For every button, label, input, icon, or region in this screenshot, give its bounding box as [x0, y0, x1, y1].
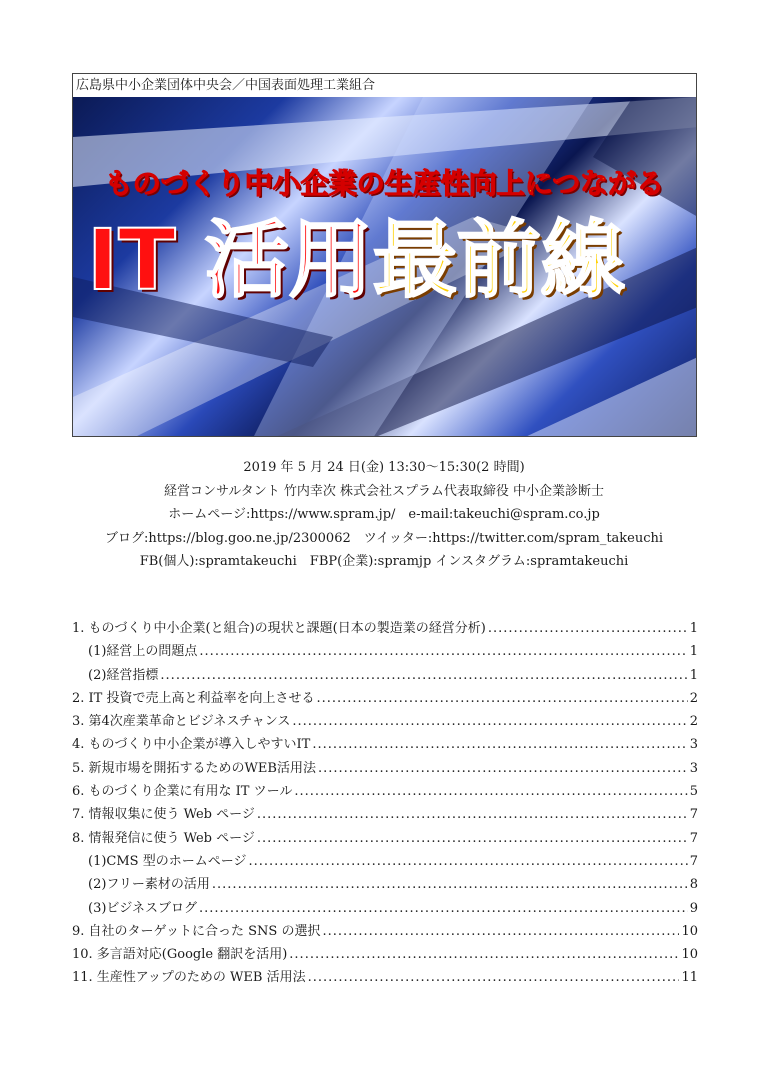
toc-leader-dots	[199, 640, 687, 663]
toc-entry[interactable]	[72, 710, 698, 733]
toc-leader-dots	[160, 664, 687, 687]
seminar-info	[0, 456, 768, 574]
toc-page-number: 10	[681, 923, 698, 939]
toc-page-number: 5	[689, 784, 698, 800]
toc-page-number: 11	[681, 970, 698, 986]
toc-entry-title: (2)経営指標	[88, 667, 159, 683]
speaker-line: 経営コンサルタント 竹内幸次 株式会社スプラム代表取締役 中小企業診断士	[163, 483, 605, 499]
organization-header: 広島県中小企業団体中央会／中国表面処理工業組合	[73, 74, 696, 97]
homepage-line: ホームページ:https://www.spram.jp/ e-mail:takeuchi@spram.co.jp	[168, 507, 600, 522]
toc-page-number: 7	[689, 830, 698, 846]
toc-page-number: 7	[689, 807, 698, 823]
toc-page-number: 8	[689, 877, 698, 893]
toc-leader-dots	[257, 803, 688, 826]
sns-line: FB(個人):spramtakeuchi FBP(企業):spramjp インスタグラム:spramtakeuchi	[139, 554, 629, 569]
toc-entry-title: 6. ものづくり企業に有用な IT ツール	[72, 784, 293, 800]
toc-entry[interactable]	[72, 920, 698, 943]
banner-main-title	[87, 211, 625, 309]
toc-entry[interactable]	[72, 780, 698, 803]
toc-page-number: 1	[689, 644, 698, 660]
toc-page-number: 3	[689, 760, 698, 776]
blog-line: ブログ:https://blog.goo.ne.jp/2300062 ツイッター:https://twitter.com/spram_takeuchi	[104, 530, 664, 546]
toc-entry-title: (2)フリー素材の活用	[88, 877, 210, 893]
toc-entry-title: 3. 第4次産業革命とビジネスチャンス	[72, 714, 291, 730]
toc-entry[interactable]	[72, 733, 698, 756]
cover-frame	[72, 73, 697, 437]
toc-leader-dots	[199, 897, 688, 920]
toc-entry[interactable]	[72, 617, 698, 640]
toc-page-number: 1	[689, 667, 698, 683]
toc-leader-dots	[212, 873, 688, 896]
toc-page-number: 2	[689, 690, 698, 706]
title-it-katsuyo: IT 活用	[87, 211, 373, 309]
toc-leader-dots	[316, 687, 687, 710]
banner-subtitle: ものづくり中小企業の生産性向上につながる	[104, 167, 665, 200]
toc-leader-dots	[488, 617, 688, 640]
toc-entry[interactable]	[72, 897, 698, 920]
toc-leader-dots	[308, 966, 680, 989]
toc-entry[interactable]	[72, 640, 698, 663]
toc-leader-dots	[289, 943, 679, 966]
toc-page-number: 2	[689, 714, 698, 730]
toc-page-number: 1	[689, 621, 698, 636]
toc-leader-dots	[294, 780, 687, 803]
toc-entry-title: 11. 生産性アップのための WEB 活用法	[72, 970, 306, 986]
seminar-date: 2019 年 5 月 24 日(金) 13:30～15:30(2 時間)	[243, 460, 525, 475]
toc-entry-title: 8. 情報発信に使う Web ページ	[72, 830, 255, 846]
banner-image	[73, 97, 696, 437]
toc-entry[interactable]	[72, 943, 698, 966]
toc-entry-title: 7. 情報収集に使う Web ページ	[72, 807, 255, 823]
toc-entry[interactable]	[72, 827, 698, 850]
toc-entry[interactable]	[72, 850, 698, 873]
toc-leader-dots	[257, 827, 688, 850]
toc-leader-dots	[322, 920, 679, 943]
toc-entry-title: 4. ものづくり中小企業が導入しやすいIT	[72, 737, 311, 753]
toc-entry[interactable]	[72, 757, 698, 780]
toc-leader-dots	[292, 710, 687, 733]
toc-page-number: 7	[689, 853, 698, 869]
toc-entry-title: 5. 新規市場を開拓するためのWEB活用法	[72, 760, 316, 776]
toc-leader-dots	[312, 733, 687, 756]
toc-leader-dots	[248, 850, 687, 873]
toc-entry[interactable]	[72, 664, 698, 687]
title-saizensen: 最前線	[372, 211, 625, 309]
table-of-contents	[72, 617, 698, 990]
toc-entry-title: 2. IT 投資で売上高と利益率を向上させる	[72, 690, 315, 706]
toc-entry-title: 1. ものづくり中小企業(と組合)の現状と課題(日本の製造業の経営分析)	[72, 621, 486, 636]
toc-entry-title: (1)CMS 型のホームページ	[88, 853, 247, 869]
toc-entry[interactable]	[72, 873, 698, 896]
toc-entry-title: (3)ビジネスブログ	[88, 900, 198, 916]
toc-entry-title: 10. 多言語対応(Google 翻訳を活用)	[72, 947, 288, 963]
toc-entry-title: 9. 自社のターゲットに合った SNS の選択	[72, 923, 321, 939]
toc-entry[interactable]	[72, 803, 698, 826]
toc-page-number: 10	[681, 947, 698, 963]
toc-page-number: 3	[689, 737, 698, 753]
toc-entry[interactable]	[72, 966, 698, 989]
toc-entry[interactable]	[72, 687, 698, 710]
toc-entry-title: (1)経営上の問題点	[88, 644, 198, 660]
toc-page-number: 9	[689, 900, 698, 916]
toc-leader-dots	[318, 757, 688, 780]
